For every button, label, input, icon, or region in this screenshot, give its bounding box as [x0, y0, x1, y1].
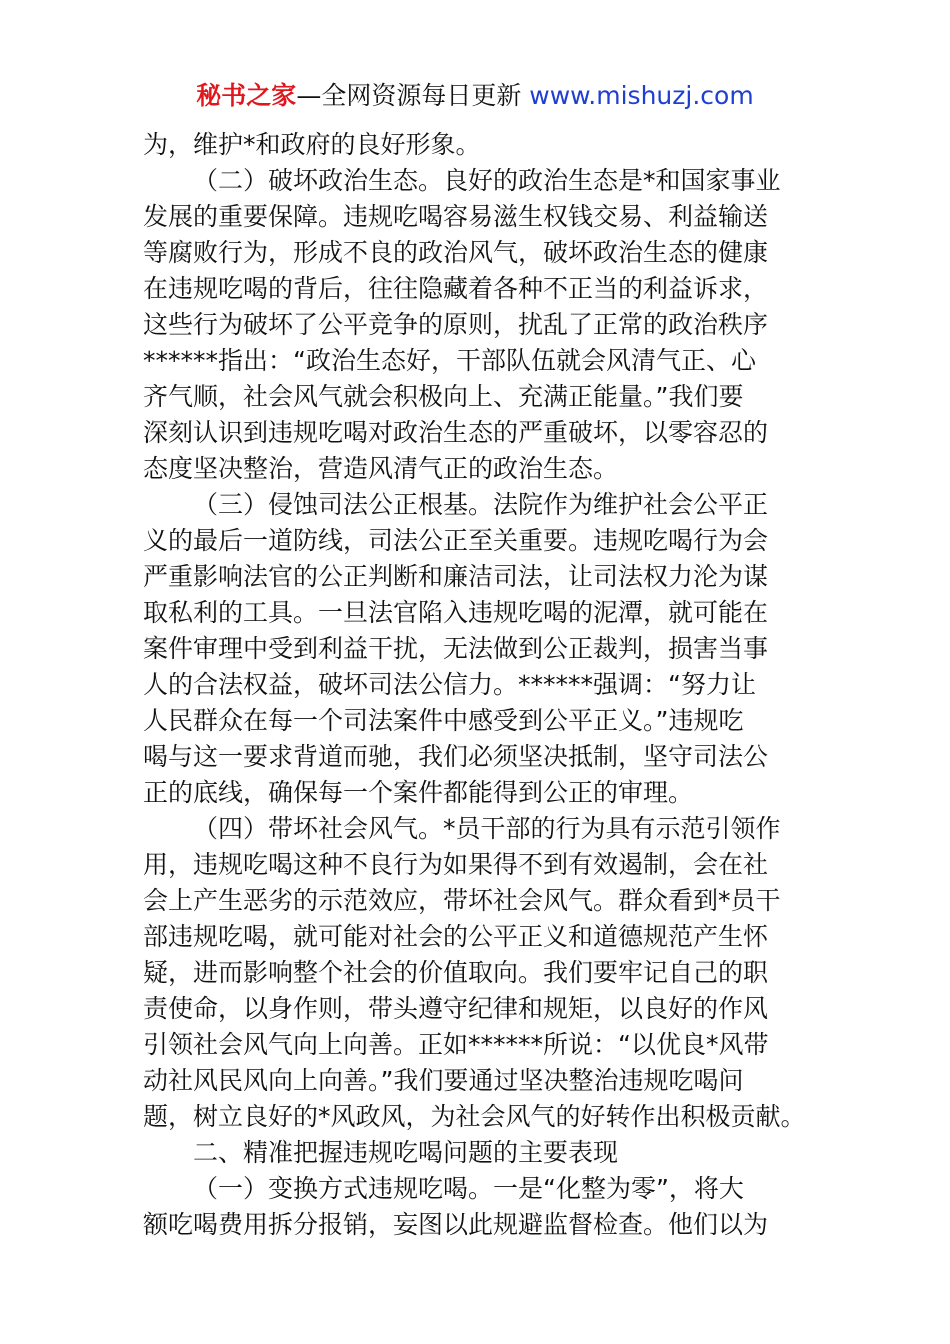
text-line: （二）破坏政治生态。良好的政治生态是*和国家事业	[193, 166, 781, 195]
text-line: ******指出：“政治生态好，干部队伍就会风清气正、心	[143, 346, 756, 375]
text-line: 发展的重要保障。违规吃喝容易滋生权钱交易、利益输送	[143, 202, 769, 231]
text-line: 这些行为破坏了公平竞争的原则，扰乱了正常的政治秩序	[143, 310, 769, 339]
text-line: 引领社会风气向上向善。正如******所说：“以优良*风带	[143, 1030, 769, 1059]
text-line: 正的底线，确保每一个案件都能得到公正的审理。	[143, 778, 694, 807]
text-line: 深刻认识到违规吃喝对政治生态的严重破坏，以零容忍的	[143, 418, 769, 447]
text-line: 齐气顺，社会风气就会积极向上、充满正能量。”我们要	[143, 382, 744, 411]
text-line: （一）变换方式违规吃喝。一是“化整为零”，将大	[193, 1174, 744, 1203]
text-line: 案件审理中受到利益干扰，无法做到公正裁判，损害当事	[143, 634, 769, 663]
text-line: 态度坚决整治，营造风清气正的政治生态。	[143, 454, 619, 483]
text-line: 人的合法权益，破坏司法公信力。******强调：“努力让	[143, 670, 756, 699]
text-line: 责使命，以身作则，带头遵守纪律和规矩，以良好的作风	[143, 994, 769, 1023]
text-line: 额吃喝费用拆分报销，妄图以此规避监督检查。他们以为	[143, 1210, 769, 1239]
text-line: （三）侵蚀司法公正根基。法院作为维护社会公平正	[193, 490, 769, 519]
document-body	[143, 127, 808, 1243]
text-line: 部违规吃喝，就可能对社会的公平正义和道德规范产生怀	[143, 922, 769, 951]
text-line: 取私利的工具。一旦法官陷入违规吃喝的泥潭，就可能在	[143, 598, 769, 627]
text-line: 用，违规吃喝这种不良行为如果得不到有效遏制，会在社	[143, 850, 769, 879]
text-line: 为，维护*和政府的良好形象。	[143, 130, 481, 159]
text-line: 严重影响法官的公正判断和廉洁司法，让司法权力沦为谋	[143, 562, 769, 591]
text-line: 疑，进而影响整个社会的价值取向。我们要牢记自己的职	[143, 958, 769, 987]
text-line: 人民群众在每一个司法案件中感受到公平正义。”违规吃	[143, 706, 744, 735]
text-line: 喝与这一要求背道而驰，我们必须坚决抵制，坚守司法公	[143, 742, 769, 771]
text-line: 等腐败行为，形成不良的政治风气，破坏政治生态的健康	[143, 238, 769, 267]
site-url-link[interactable]: www.mishuzj.com	[529, 81, 754, 110]
site-brand: 秘书之家	[196, 81, 297, 110]
text-line: 在违规吃喝的背后，往往隐藏着各种不正当的利益诉求，	[143, 274, 769, 303]
text-line: （四）带坏社会风气。*员干部的行为具有示范引领作	[193, 814, 781, 843]
text-line: 义的最后一道防线，司法公正至关重要。违规吃喝行为会	[143, 526, 769, 555]
text-line: 二、精准把握违规吃喝问题的主要表现	[193, 1138, 619, 1167]
text-line: 会上产生恶劣的示范效应，带坏社会风气。群众看到*员干	[143, 886, 781, 915]
text-line: 题，树立良好的*风政风，为社会风气的好转作出积极贡献。	[143, 1102, 806, 1131]
site-header	[0, 78, 950, 114]
text-line: 动社风民风向上向善。”我们要通过坚决整治违规吃喝问	[143, 1066, 744, 1095]
site-tagline: —全网资源每日更新	[296, 81, 530, 110]
